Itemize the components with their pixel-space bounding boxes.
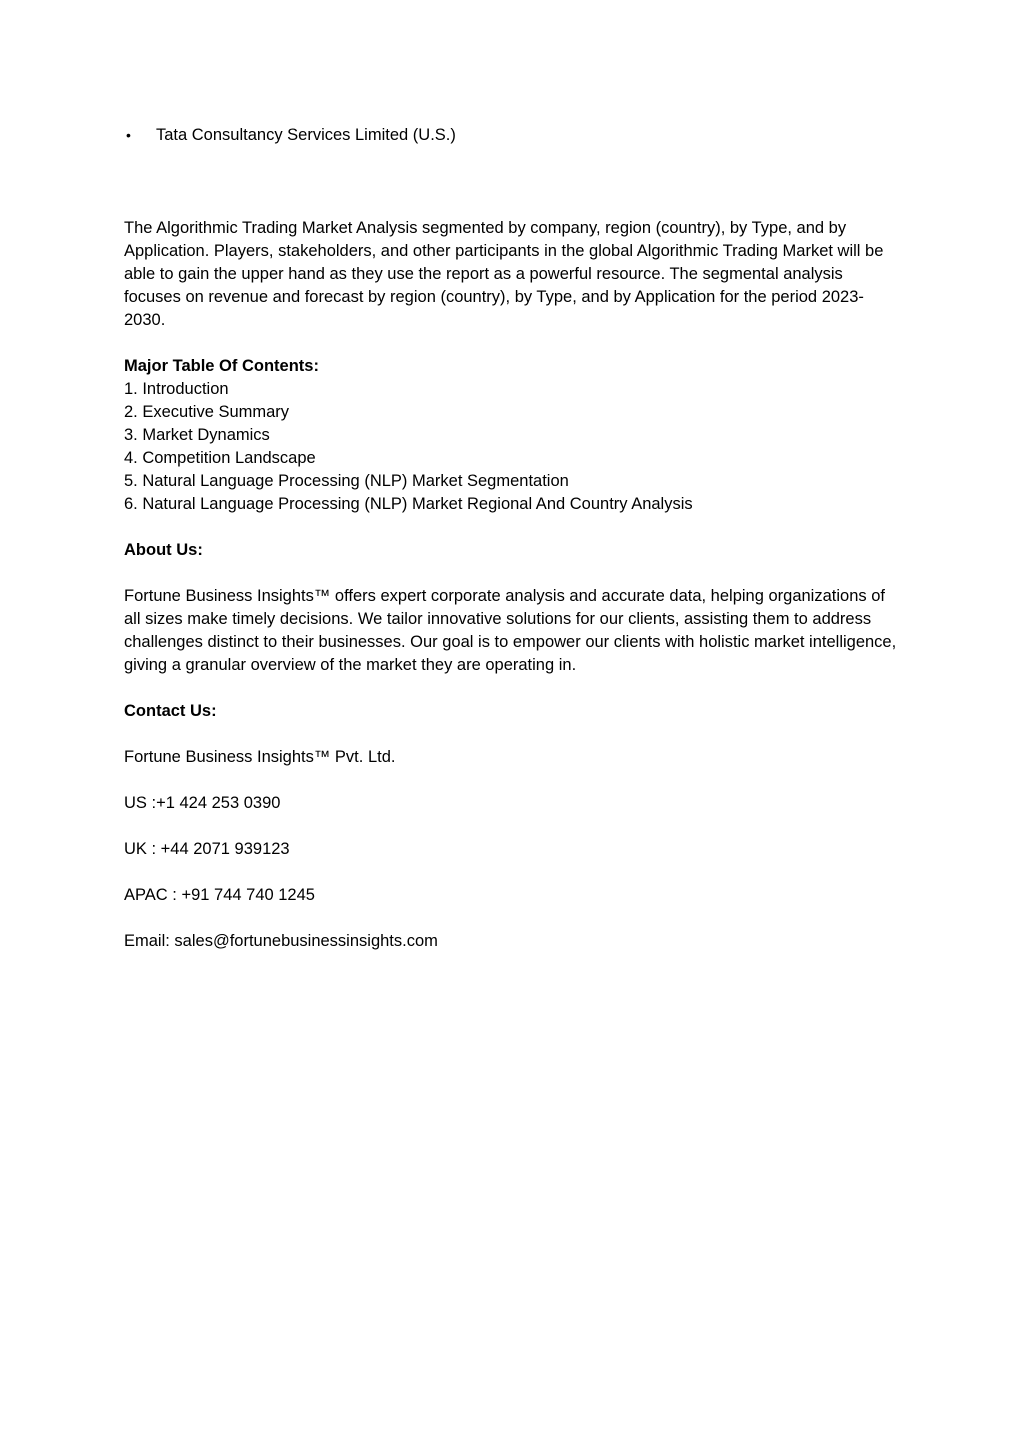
bullet-item-text: Tata Consultancy Services Limited (U.S.) [156, 126, 456, 144]
toc-item: 1. Introduction [124, 380, 229, 398]
bullet-list-item [124, 124, 904, 147]
toc-list [124, 378, 904, 516]
toc-item: 6. Natural Language Processing (NLP) Market Regional And Country Analysis [124, 495, 693, 513]
toc-item: 2. Executive Summary [124, 403, 290, 421]
contact-apac-phone: APAC : +91 744 740 1245 [124, 886, 315, 904]
contact-heading: Contact Us: [124, 702, 217, 720]
bullet-icon: • [126, 127, 131, 143]
intro-paragraph: The Algorithmic Trading Market Analysis segmented by company, region (country), by Type, and by Application. Players, stakeholders, and other participants in the global Algorithmic Trading Market will be able to gain the upper hand as they use the report as a powerful resource. The segmental analysis focuses on revenue and forecast by region (country), by Type, and by Application for the period 2023-2030. [124, 219, 884, 329]
contact-email: Email: sales@fortunebusinessinsights.com [124, 932, 438, 950]
about-heading: About Us: [124, 541, 203, 559]
contact-us-phone: US :+1 424 253 0390 [124, 794, 281, 812]
toc-item: 5. Natural Language Processing (NLP) Market Segmentation [124, 472, 569, 490]
toc-item: 4. Competition Landscape [124, 449, 316, 467]
toc-item: 3. Market Dynamics [124, 426, 270, 444]
contact-company: Fortune Business Insights™ Pvt. Ltd. [124, 748, 396, 766]
about-paragraph: Fortune Business Insights™ offers expert corporate analysis and accurate data, helping organizations of all sizes make timely decisions. We tailor innovative solutions for our clients, assisting them to address challenges distinct to their businesses. Our goal is to empower our clients with holistic market intelligence, giving a granular overview of the market they are operating in. [124, 587, 897, 674]
contact-uk-phone: UK : +44 2071 939123 [124, 840, 290, 858]
toc-heading: Major Table Of Contents: [124, 357, 319, 375]
document-page [124, 124, 904, 953]
